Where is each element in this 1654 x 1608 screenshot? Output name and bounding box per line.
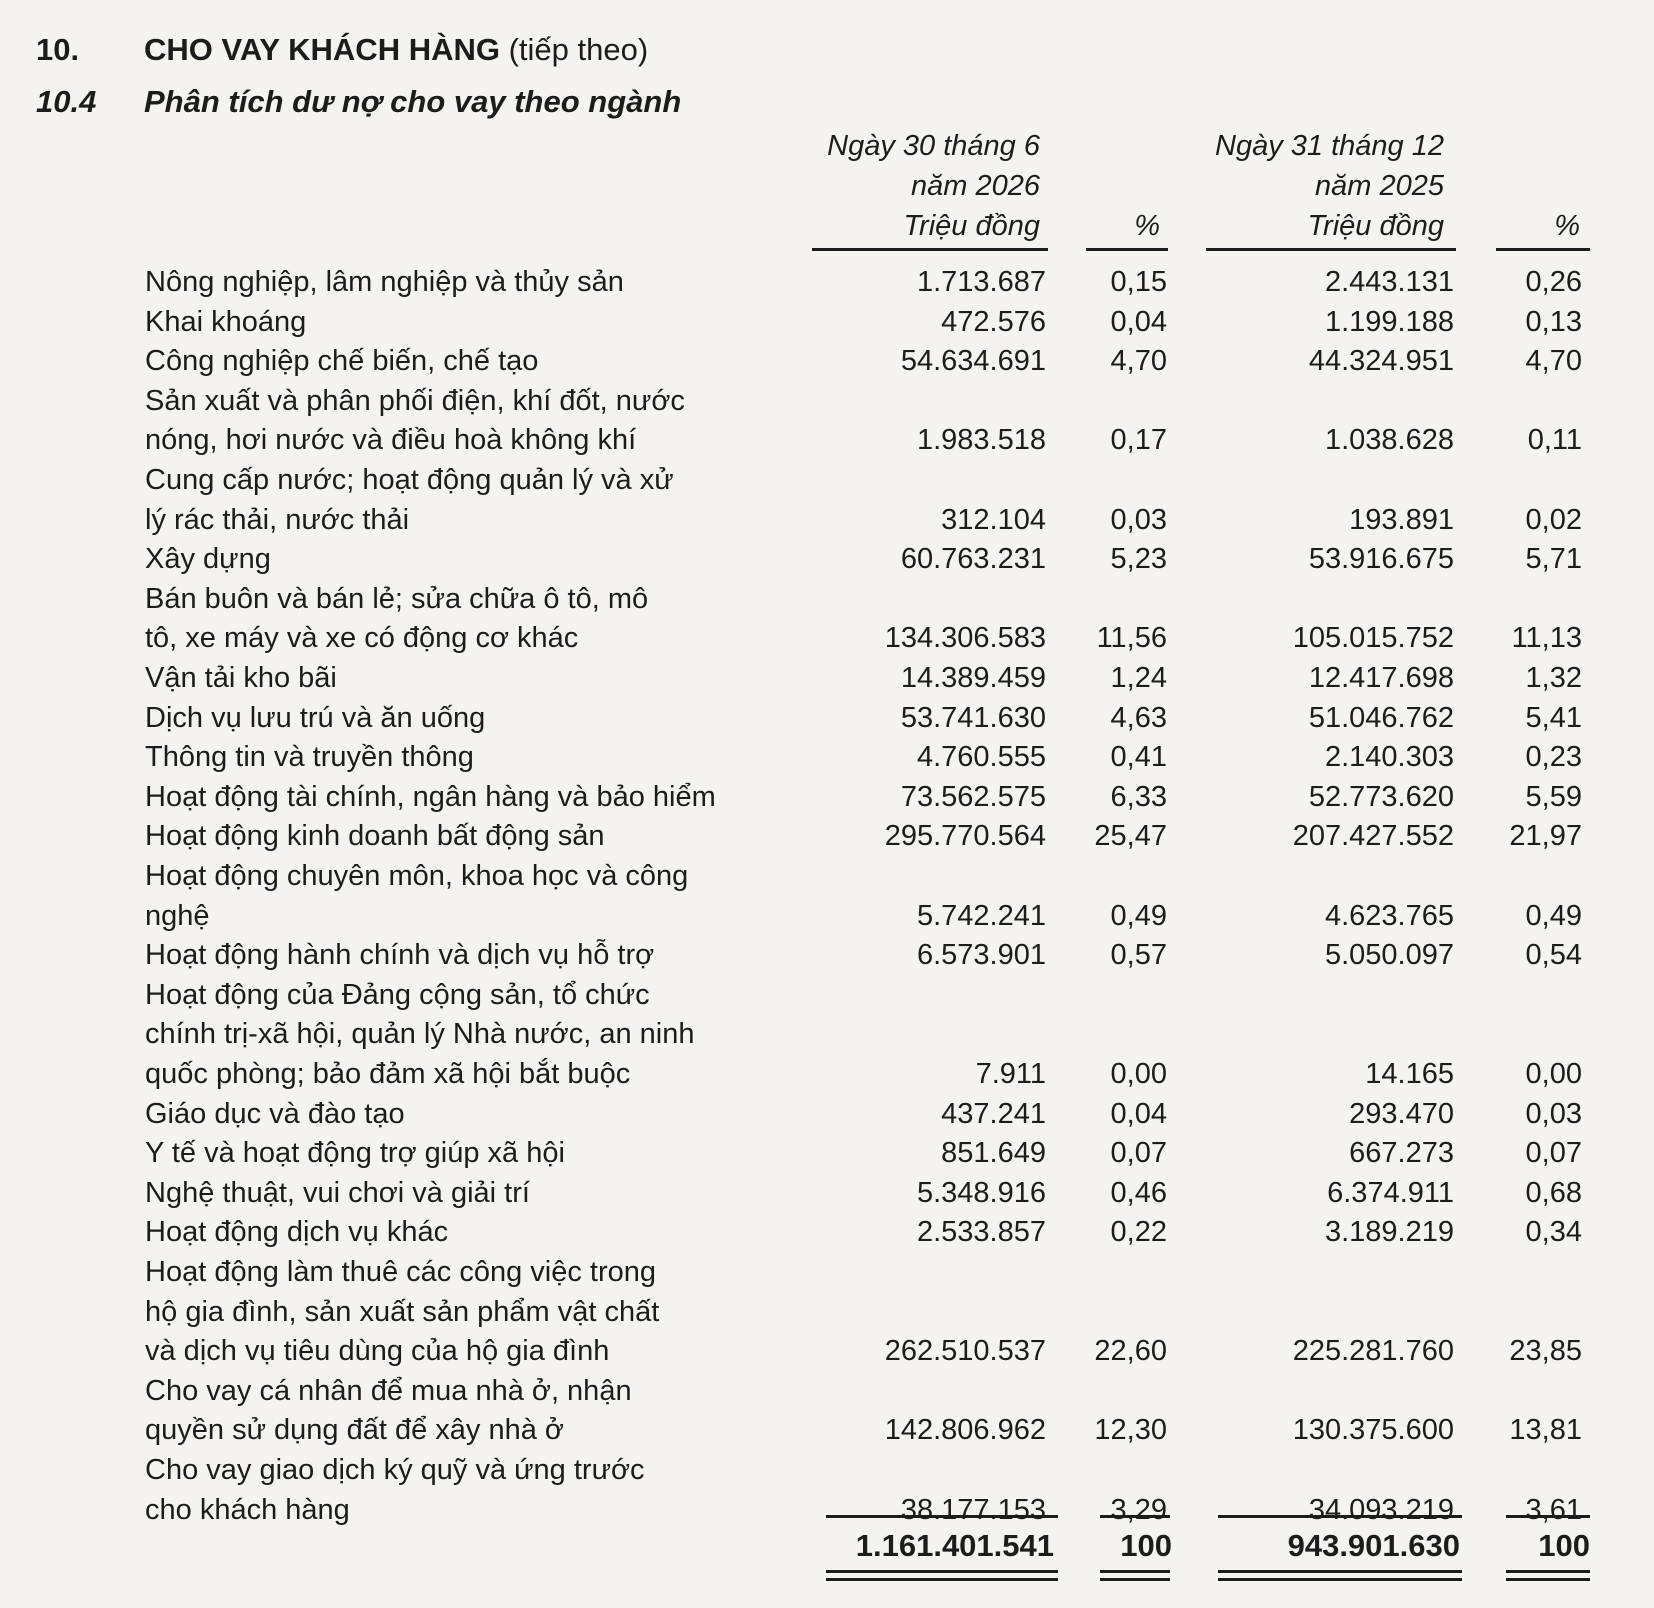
sector-label: Giáo dục và đào tạo [145, 1097, 405, 1130]
period1-percent: 5,23 [1110, 543, 1167, 576]
total-double-rule-p2 [1506, 1570, 1590, 1581]
period2-amount: 1.038.628 [1324, 424, 1454, 457]
sector-label: Cho vay cá nhân để mua nhà ở, nhận [145, 1374, 632, 1407]
table-row-label-line [0, 579, 1654, 619]
sector-label: Hoạt động làm thuê các công việc trong [145, 1256, 657, 1288]
period2-date-line2: năm 2025 [1315, 170, 1444, 202]
sector-label: Hoạt động tài chính, ngân hàng và bảo hiểm [145, 780, 716, 813]
period1-amount: 312.104 [941, 503, 1046, 536]
period2-percent: 23,85 [1509, 1335, 1582, 1368]
period2-percent: 0,68 [1525, 1176, 1582, 1209]
period2-amount: 51.046.762 [1308, 701, 1454, 734]
sector-label: tô, xe máy và xe có động cơ khác [145, 622, 579, 655]
sector-label: Cho vay giao dịch ký quỹ và ứng trước [145, 1454, 645, 1486]
period1-pct-header-rule [1086, 248, 1168, 251]
period1-percent: 0,57 [1110, 939, 1167, 972]
table-row [0, 1054, 1654, 1094]
period2-percent: 11,13 [1511, 622, 1582, 655]
period2-percent: 4,70 [1525, 345, 1582, 378]
period2-percent: 5,41 [1525, 701, 1582, 734]
subtotal-rule-p1 [1100, 1515, 1170, 1518]
period1-percent: 0,22 [1110, 1216, 1167, 1249]
period1-amount: 73.562.575 [900, 780, 1046, 813]
total-double-rule-v2 [1218, 1570, 1462, 1581]
total-double-rule-p1 [1100, 1570, 1170, 1581]
total-v1: 1.161.401.541 [855, 1528, 1054, 1563]
sector-label: Hoạt động hành chính và dịch vụ hỗ trợ [145, 939, 655, 972]
sector-label: Xây dựng [145, 543, 271, 576]
period1-amount: 60.763.231 [900, 543, 1046, 576]
table-row-label-line [0, 381, 1654, 421]
period2-percent: 0,03 [1525, 1097, 1582, 1130]
subtotal-rule-v1 [826, 1515, 1058, 1518]
table-row-label-line [0, 1371, 1654, 1411]
subtotal-rule-v2 [1218, 1515, 1462, 1518]
period2-percent: 5,71 [1525, 543, 1582, 576]
period2-pct-header-rule [1496, 248, 1590, 251]
period2-amount: 2.140.303 [1324, 741, 1454, 774]
period1-percent: 0,41 [1110, 741, 1167, 774]
period1-percent: 0,07 [1110, 1137, 1167, 1170]
period2-amount: 12.417.698 [1308, 662, 1454, 694]
period2-amount: 3.189.219 [1324, 1216, 1454, 1249]
period1-date-line2: năm 2026 [911, 170, 1040, 202]
sector-label: chính trị-xã hội, quản lý Nhà nước, an ninh [145, 1018, 695, 1051]
period2-amount: 1.199.188 [1324, 305, 1454, 338]
table-row-label-line [0, 460, 1654, 500]
period1-amount: 5.742.241 [916, 899, 1046, 932]
period1-percent: 0,49 [1110, 899, 1167, 932]
subsection-number: 10.4 [36, 84, 97, 119]
table-row [0, 816, 1654, 856]
period2-percent: 0,34 [1525, 1216, 1582, 1249]
table-row [0, 737, 1654, 777]
total-p2: 100 [1538, 1528, 1590, 1563]
period1-header [827, 126, 1040, 246]
table-row-label-line [0, 1252, 1654, 1292]
period2-amount: 14.165 [1365, 1058, 1454, 1090]
sector-label: quốc phòng; bảo đảm xã hội bắt buộc [145, 1058, 631, 1090]
period1-percent: 4,70 [1110, 345, 1167, 378]
period2-amount: 44.324.951 [1308, 345, 1454, 378]
sector-label: Bán buôn và bán lẻ; sửa chữa ô tô, mô [145, 582, 649, 615]
period2-amount: 193.891 [1349, 503, 1454, 536]
table-row [0, 618, 1654, 658]
section-heading [36, 30, 648, 70]
sector-label: lý rác thải, nước thải [145, 503, 410, 536]
period1-percent: 0,46 [1110, 1176, 1167, 1209]
period2-amount: 293.470 [1349, 1097, 1454, 1130]
sector-label: Nông nghiệp, lâm nghiệp và thủy sản [145, 266, 624, 298]
period2-percent: 0,23 [1525, 741, 1582, 774]
period1-percent: 25,47 [1094, 820, 1167, 853]
period2-amount: 667.273 [1349, 1137, 1454, 1170]
table-row [0, 1331, 1654, 1371]
table-row [0, 1212, 1654, 1252]
period2-header [1215, 126, 1444, 246]
period1-amount: 134.306.583 [884, 622, 1046, 655]
table-row [0, 698, 1654, 738]
subsection-heading [36, 82, 681, 122]
period2-amount: 130.375.600 [1292, 1414, 1454, 1447]
table-row [0, 341, 1654, 381]
period1-percent: 22,60 [1094, 1335, 1167, 1368]
table-row [0, 262, 1654, 302]
period2-amount: 53.916.675 [1308, 543, 1454, 576]
period2-percent: 0,26 [1525, 266, 1582, 298]
sector-label: quyền sử dụng đất để xây nhà ở [145, 1414, 564, 1447]
period2-percent: 0,02 [1525, 503, 1582, 536]
period1-percent: 0,00 [1110, 1058, 1167, 1090]
period2-percent: 0,49 [1525, 899, 1582, 932]
table-row-label-line [0, 856, 1654, 896]
period1-percent: 12,30 [1094, 1414, 1167, 1447]
table-row [0, 777, 1654, 817]
period1-percent: 6,33 [1110, 780, 1167, 813]
period2-amount: 4.623.765 [1324, 899, 1454, 932]
sector-label: Cung cấp nước; hoạt động quản lý và xử [145, 464, 674, 496]
period1-amount: 1.713.687 [916, 266, 1046, 298]
period1-percent: 0,03 [1110, 503, 1167, 536]
period2-percent: 1,32 [1525, 662, 1582, 694]
period1-percent: 0,15 [1110, 266, 1167, 298]
period2-amount: 34.093.219 [1308, 1493, 1454, 1526]
table-row [0, 896, 1654, 936]
sector-label: Hoạt động dịch vụ khác [145, 1216, 449, 1249]
period2-percent: 13,81 [1509, 1414, 1582, 1447]
table-row-label-line [0, 1450, 1654, 1490]
sector-label: Hoạt động của Đảng cộng sản, tổ chức [145, 978, 650, 1011]
period1-amount: 14.389.459 [900, 662, 1046, 694]
period2-percent: 0,54 [1525, 939, 1582, 972]
period1-amount: 472.576 [941, 305, 1046, 338]
sector-label: hộ gia đình, sản xuất sản phẩm vật chất [145, 1295, 660, 1328]
period1-amount: 5.348.916 [916, 1176, 1046, 1209]
sector-label: Vận tải kho bãi [145, 662, 337, 694]
period1-amount: 53.741.630 [900, 701, 1046, 734]
section-title-suffix: (tiếp theo) [508, 32, 649, 67]
period1-percent: 0,17 [1110, 424, 1167, 457]
period1-header-rule [812, 248, 1048, 251]
period1-percent: 3,29 [1110, 1493, 1167, 1526]
table-row [0, 935, 1654, 975]
period1-amount: 7.911 [975, 1058, 1046, 1090]
period1-percent: 0,04 [1110, 305, 1167, 338]
period1-amount: 262.510.537 [884, 1335, 1046, 1368]
period2-percent: 0,00 [1525, 1058, 1582, 1090]
period2-header-rule [1206, 248, 1456, 251]
period2-amount: 6.374.911 [1327, 1176, 1454, 1209]
period2-amount: 52.773.620 [1308, 780, 1454, 813]
period2-pct-header: % [1554, 210, 1580, 242]
section-title: CHO VAY KHÁCH HÀNG [144, 32, 500, 67]
period2-percent: 21,97 [1509, 820, 1582, 853]
sector-label: và dịch vụ tiêu dùng của hộ gia đình [145, 1335, 610, 1368]
table-row [0, 302, 1654, 342]
table-row-label-line [0, 1014, 1654, 1054]
table-row [0, 658, 1654, 698]
table-row [0, 1490, 1654, 1530]
sector-label: Khai khoáng [145, 305, 307, 338]
sector-label: Sản xuất và phân phối điện, khí đốt, nước [145, 384, 685, 417]
period2-amount: 105.015.752 [1292, 622, 1454, 655]
table-row-label-line [0, 1292, 1654, 1332]
period2-percent: 0,11 [1527, 424, 1582, 457]
table-row [0, 1173, 1654, 1213]
period1-amount: 38.177.153 [900, 1493, 1046, 1526]
sector-label: nghệ [145, 899, 210, 932]
period1-amount: 851.649 [941, 1137, 1046, 1170]
period1-amount: 54.634.691 [900, 345, 1046, 378]
total-p1: 100 [1120, 1528, 1172, 1563]
subtotal-rule-p2 [1506, 1515, 1590, 1518]
period2-date-line1: Ngày 31 tháng 12 [1215, 130, 1444, 162]
sector-label: Dịch vụ lưu trú và ăn uống [145, 701, 486, 734]
period2-unit: Triệu đồng [1307, 210, 1444, 242]
period2-percent: 5,59 [1525, 780, 1582, 813]
period1-amount: 6.573.901 [916, 939, 1046, 972]
sector-label: Hoạt động chuyên môn, khoa học và công [145, 860, 689, 892]
sector-label: Thông tin và truyền thông [145, 741, 474, 774]
period2-amount: 207.427.552 [1292, 820, 1454, 853]
period1-percent: 11,56 [1096, 622, 1167, 655]
period2-percent: 3,61 [1525, 1493, 1582, 1526]
period1-percent: 4,63 [1110, 701, 1167, 734]
period2-amount: 2.443.131 [1324, 266, 1454, 298]
period1-amount: 4.760.555 [916, 741, 1046, 774]
sector-label: Nghệ thuật, vui chơi và giải trí [145, 1176, 530, 1209]
table-row [0, 1133, 1654, 1173]
period1-amount: 295.770.564 [884, 820, 1046, 853]
total-v2: 943.901.630 [1287, 1528, 1460, 1563]
sector-label: cho khách hàng [145, 1493, 350, 1526]
sector-label: nóng, hơi nước và điều hoà không khí [145, 424, 637, 457]
period1-amount: 437.241 [941, 1097, 1046, 1130]
period1-percent: 0,04 [1110, 1097, 1167, 1130]
table-row [0, 539, 1654, 579]
period2-percent: 0,07 [1525, 1137, 1582, 1170]
period1-amount: 142.806.962 [884, 1414, 1046, 1447]
table-row [0, 500, 1654, 540]
table-row [0, 1094, 1654, 1134]
period2-amount: 5.050.097 [1324, 939, 1454, 972]
sector-label: Y tế và hoạt động trợ giúp xã hội [145, 1137, 565, 1170]
period1-date-line1: Ngày 30 tháng 6 [827, 130, 1040, 162]
table-row [0, 420, 1654, 460]
period1-amount: 1.983.518 [916, 424, 1046, 457]
period1-percent: 1,24 [1110, 662, 1167, 694]
table-row-label-line [0, 975, 1654, 1015]
period1-pct-header: % [1134, 210, 1160, 242]
period2-percent: 0,13 [1525, 305, 1582, 338]
section-number: 10. [36, 32, 80, 67]
total-double-rule-v1 [826, 1570, 1058, 1581]
sector-label: Công nghiệp chế biến, chế tạo [145, 345, 539, 378]
table-row [0, 1410, 1654, 1450]
period1-amount: 2.533.857 [916, 1216, 1046, 1249]
subsection-title: Phân tích dư nợ cho vay theo ngành [144, 84, 682, 119]
sector-label: Hoạt động kinh doanh bất động sản [145, 820, 605, 853]
period2-amount: 225.281.760 [1292, 1335, 1454, 1368]
period1-unit: Triệu đồng [903, 210, 1040, 242]
